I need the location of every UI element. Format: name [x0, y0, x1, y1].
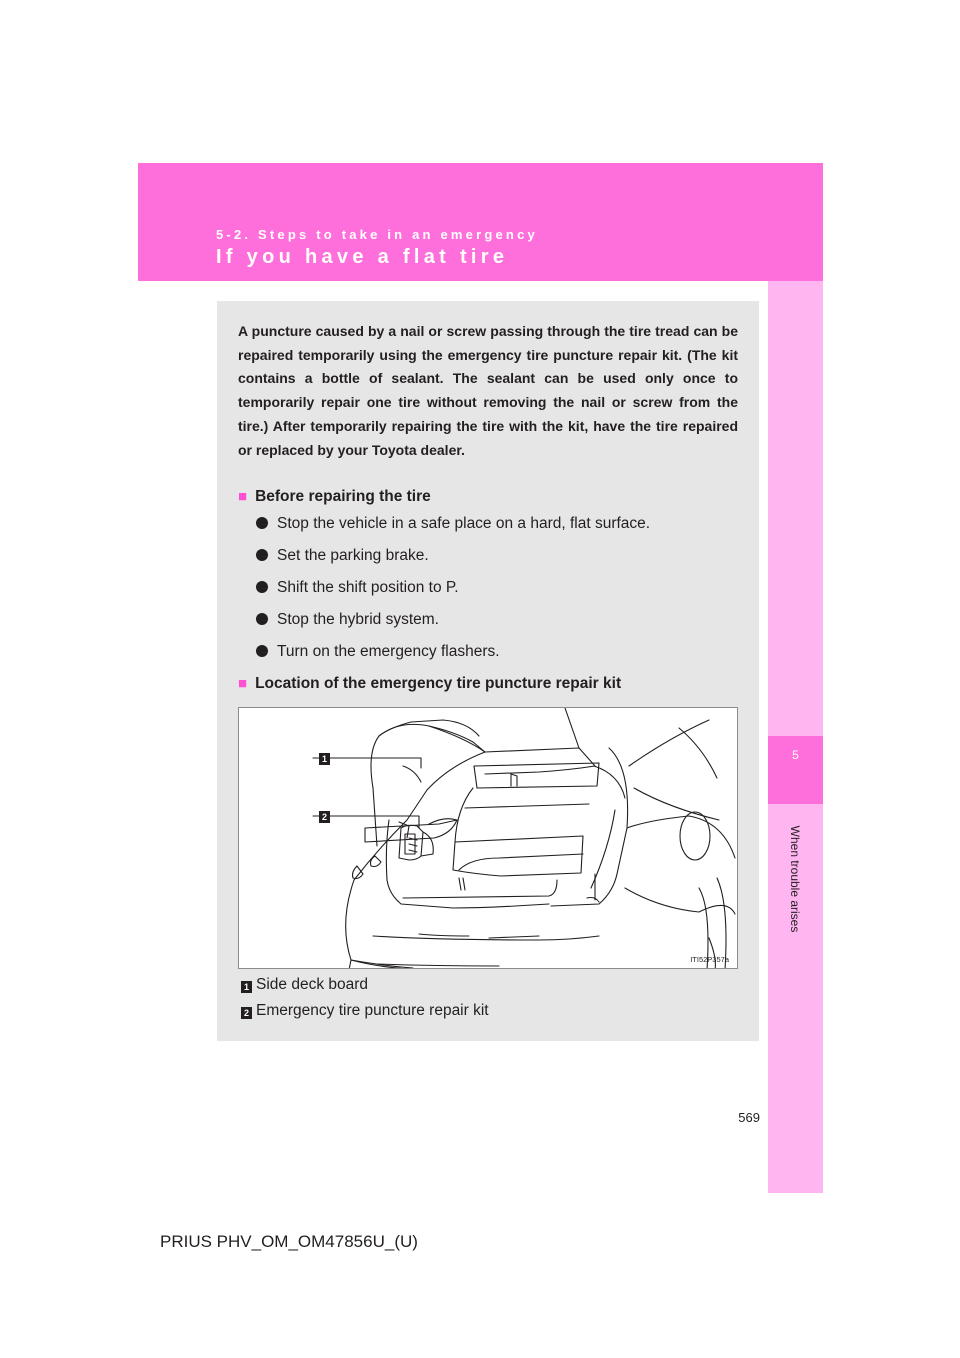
bullet-dot-icon [256, 613, 268, 625]
list-item-text: Stop the vehicle in a safe place on a hard, flat surface. [277, 515, 651, 532]
location-heading [238, 674, 621, 694]
square-bullet-icon: ■ [238, 675, 248, 692]
bullet-dot-icon [256, 517, 268, 529]
list-item [256, 546, 429, 566]
intro-paragraph: A puncture caused by a nail or screw passing through the tire tread can be repaired temporarily using the emergency tire puncture repair kit. (The kit contains a bottle of sealant. The sealant can be used only once to temporarily repair one tire without removing the nail or screw from the tire.) After temporarily repairing the tire with the kit, have the tire repaired or replaced by your Toyota dealer. [238, 323, 738, 458]
legend-number-badge: 1 [241, 981, 252, 993]
page-number: 569 [738, 1110, 760, 1125]
square-bullet-icon: ■ [238, 488, 248, 505]
list-item-text: Set the parking brake. [277, 547, 429, 564]
footer-code: PRIUS PHV_OM_OM47856U_(U) [160, 1232, 418, 1251]
chapter-tab-active[interactable] [768, 736, 823, 804]
figure-code: ITI52P357a [690, 955, 729, 964]
list-item-text: Stop the hybrid system. [277, 611, 439, 628]
content-box [217, 301, 759, 1041]
legend-label: Side deck board [256, 976, 369, 993]
list-item [256, 642, 500, 662]
trunk-drawing [239, 708, 738, 969]
chapter-number: 5 [792, 748, 799, 762]
callout-2: 2 [319, 811, 330, 823]
legend-item [241, 1001, 489, 1021]
list-item-text: Shift the shift position to P. [277, 579, 459, 596]
list-item [256, 578, 459, 598]
callout-1: 1 [319, 753, 330, 765]
before-repair-heading-text: Before repairing the tire [255, 488, 431, 505]
list-item-text: Turn on the emergency flashers. [277, 643, 500, 660]
bullet-dot-icon [256, 549, 268, 561]
legend-number-badge: 2 [241, 1007, 252, 1019]
chapter-name: When trouble arises [788, 825, 802, 933]
page-title: If you have a flat tire [216, 246, 509, 268]
section-header [138, 163, 823, 281]
before-repair-heading [238, 487, 431, 507]
legend-item [241, 975, 368, 995]
bullet-dot-icon [256, 581, 268, 593]
location-heading-text: Location of the emergency tire puncture repair kit [255, 675, 622, 692]
legend-label: Emergency tire puncture repair kit [256, 1002, 489, 1019]
trunk-illustration [238, 707, 738, 969]
list-item [256, 610, 439, 630]
bullet-dot-icon [256, 645, 268, 657]
list-item [256, 514, 650, 534]
chapter-tab-strip [768, 281, 823, 1193]
section-label: 5-2. Steps to take in an emergency [216, 227, 538, 242]
